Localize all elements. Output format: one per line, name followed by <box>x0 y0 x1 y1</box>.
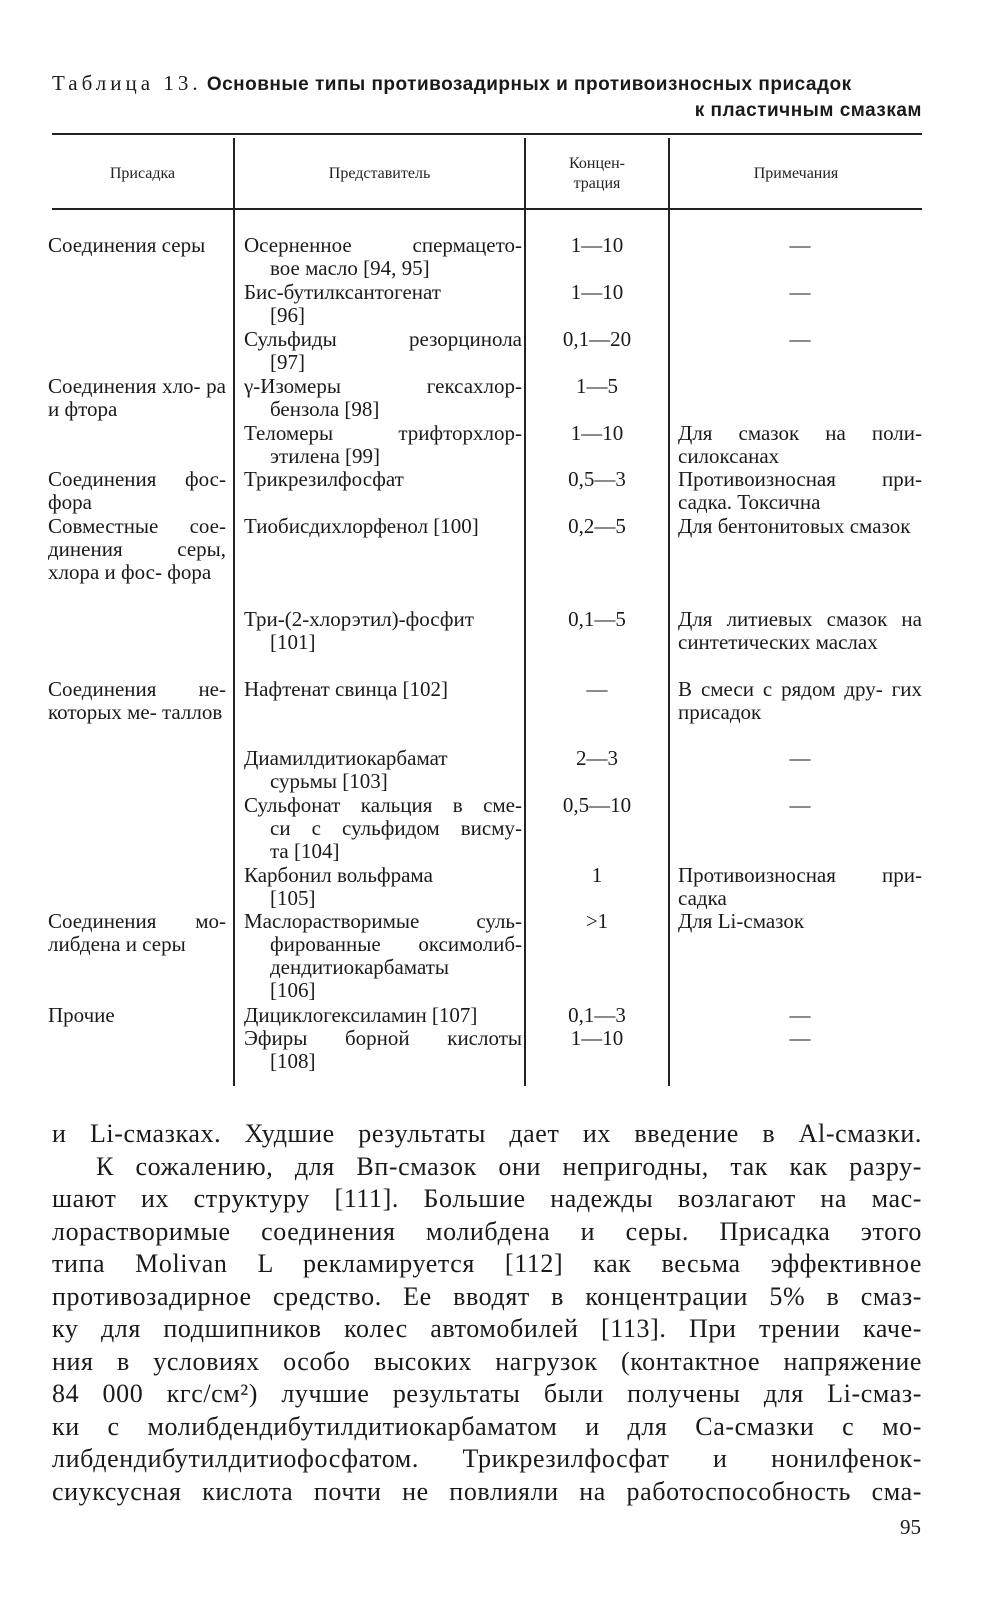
table-caption <box>52 70 922 124</box>
notes-cell: Противоизносная при- садка <box>678 863 922 910</box>
representative-cell <box>244 678 522 701</box>
representative-line: Сульфиды резорцинола <box>244 327 522 351</box>
representative-line: си с сульфидом висму- <box>270 816 522 840</box>
notes-cell: Для смазок на поли- силоксанах <box>678 421 922 468</box>
table-top-rule <box>52 133 922 135</box>
representative-line: сурьмы [103] <box>270 769 388 793</box>
column-divider-2 <box>524 138 526 1086</box>
group-cell: Соединения мо- либдена и серы <box>48 909 226 956</box>
group-cell: Соединения серы <box>48 233 206 257</box>
page-number: 95 <box>900 1515 921 1539</box>
representative-cell <box>244 422 522 468</box>
representative-line: дендитиокарбаматы <box>270 955 450 979</box>
text-line: типа Molivan L рекламируется [112] как весьма эффективное <box>52 1249 922 1278</box>
header-notes-label: Примечания <box>753 165 839 182</box>
caption-label: Таблица 13. <box>52 71 202 95</box>
representative-line: та [104] <box>270 839 340 863</box>
representative-line: [108] <box>270 1049 316 1073</box>
text-line: ки с молибдендибутилдитиокарбаматом и для Са-смазки с мо- <box>52 1411 922 1441</box>
header-notes <box>670 140 922 208</box>
concentration-cell: 0,1—20 <box>562 327 632 351</box>
caption-title: Основные типы противозадирных и противоизносных присадок <box>206 74 852 95</box>
concentration-cell: 0,1—3 <box>568 1003 626 1027</box>
representative-line: Теломеры трифторхлор- <box>244 421 522 445</box>
representative-cell <box>244 747 522 793</box>
text-line: сиуксусная кислота почти не повлияли на работоспособность сма- <box>52 1476 922 1506</box>
text-line: ку для подшипников колес автомобилей [113]. При трении каче- <box>52 1314 922 1343</box>
group-cell: Соединения не- которых ме- таллов <box>48 677 226 724</box>
notes-cell: — <box>789 280 811 304</box>
notes-cell: В смеси с рядом дру- гих присадок <box>678 677 922 724</box>
representative-cell <box>244 375 522 421</box>
group-cell: Соединения фос- фора <box>48 467 226 514</box>
representative-line: Диамилдитиокарбамат <box>244 746 448 770</box>
column-divider-3 <box>668 138 670 1086</box>
representative-line: [106] <box>270 978 316 1002</box>
header-concentration <box>526 140 668 208</box>
header-concentration-line-2: трация <box>573 175 621 192</box>
representative-cell <box>244 608 522 654</box>
group-cell: Прочие <box>48 1003 115 1027</box>
notes-cell: Противоизносная при- садка. Токсична <box>678 467 922 514</box>
representative-line: [96] <box>270 303 305 327</box>
column-divider-1 <box>233 138 235 1086</box>
concentration-cell: 1—10 <box>570 233 624 257</box>
representative-line: Маслорастворимые суль- <box>244 909 522 933</box>
text-line: 84 000 кгс/см²) лучшие результаты были получены для Li-смаз- <box>52 1379 922 1408</box>
text-line: лорастворимые соединения молибдена и серы. Присадка этого <box>52 1216 922 1246</box>
representative-line: вое масло [94, 95] <box>270 256 430 280</box>
representative-line: Нафтенат свинца [102] <box>244 677 449 701</box>
representative-cell <box>244 864 522 910</box>
header-additive <box>52 140 233 208</box>
representative-line: [105] <box>270 886 316 910</box>
body-paragraph <box>52 1118 922 1508</box>
notes-cell: — <box>789 327 811 351</box>
text-line: К сожалению, для Вп-смазок они непригодны, так как разру- <box>96 1151 922 1181</box>
representative-line: Карбонил вольфрама <box>244 863 433 887</box>
concentration-cell: 0,2—5 <box>568 514 626 538</box>
caption-line-1 <box>52 70 922 98</box>
notes-cell: — <box>789 1003 811 1027</box>
header-representative <box>235 140 524 208</box>
concentration-cell: 1—5 <box>576 374 618 398</box>
notes-cell: — <box>789 793 811 817</box>
header-concentration-line-1: Концен- <box>569 155 625 172</box>
representative-cell <box>244 328 522 374</box>
text-line: и Li-смазках. Худшие результаты дает их введение в Al-смазки. <box>52 1119 922 1148</box>
concentration-cell: 2—3 <box>576 746 618 770</box>
notes-cell: Для Li-смазок <box>678 909 805 933</box>
notes-cell: — <box>789 1026 811 1050</box>
representative-line: Эфиры борной кислоты <box>244 1026 522 1050</box>
concentration-cell: 0,5—3 <box>568 467 626 491</box>
representative-cell <box>244 468 522 491</box>
representative-line: Дициклогексиламин [107] <box>244 1003 478 1027</box>
text-line: ния в условиях особо высоких нагрузок (контактное напряжение <box>52 1346 922 1376</box>
text-line: шают их структуру [111]. Большие надежды возлагают на мас- <box>52 1184 922 1213</box>
text-line: противозадирное средство. Ее вводят в концентрации 5% в смаз- <box>52 1281 922 1311</box>
representative-line: [101] <box>270 630 316 654</box>
representative-cell <box>244 910 522 1002</box>
concentration-cell: — <box>586 677 608 701</box>
representative-line: Три-(2-хлорэтил)-фосфит <box>244 607 474 631</box>
concentration-cell: 1—10 <box>570 1026 624 1050</box>
header-bottom-rule <box>52 208 922 210</box>
concentration-cell: 1—10 <box>570 280 624 304</box>
representative-cell <box>244 281 522 327</box>
caption-title-continued: к пластичным смазкам <box>694 100 922 121</box>
group-cell: Соединения хло- ра и фтора <box>48 374 226 421</box>
concentration-cell: >1 <box>585 909 609 933</box>
representative-line: γ-Изомеры гексахлор- <box>244 374 522 398</box>
header-additive-label: Присадка <box>109 165 176 182</box>
representative-line: фированные оксимолиб- <box>270 932 522 956</box>
notes-cell: Для бентонитовых смазок <box>678 514 911 538</box>
representative-line: [97] <box>270 350 305 374</box>
concentration-cell: 0,5—10 <box>562 793 632 817</box>
representative-cell <box>244 515 522 538</box>
representative-line: бензола [98] <box>270 397 380 421</box>
representative-cell <box>244 794 522 863</box>
notes-cell: Для литиевых смазок на синтетических маслах <box>678 607 922 654</box>
notes-cell: — <box>789 233 811 257</box>
representative-cell <box>244 234 522 280</box>
concentration-cell: 1—10 <box>570 421 624 445</box>
representative-cell <box>244 1027 522 1073</box>
representative-line: Тиобисдихлорфенол [100] <box>244 514 479 538</box>
representative-line: Сульфонат кальция в сме- <box>244 793 522 817</box>
representative-line: Трикрезилфосфат <box>244 467 404 491</box>
concentration-cell: 0,1—5 <box>568 607 626 631</box>
group-cell: Совместные сое- динения серы, хлора и фос- фора <box>48 514 226 584</box>
text-line: либдендибутилдитиофосфатом. Трикрезилфосфат и нонилфенок- <box>52 1444 922 1473</box>
representative-line: Осерненное спермацето- <box>244 233 522 257</box>
representative-line: Бис-бутилксантогенат <box>244 280 441 304</box>
notes-cell: — <box>789 746 811 770</box>
representative-cell <box>244 1004 522 1027</box>
representative-line: этилена [99] <box>270 444 381 468</box>
concentration-cell: 1 <box>591 863 603 887</box>
header-representative-label: Представитель <box>328 165 431 182</box>
